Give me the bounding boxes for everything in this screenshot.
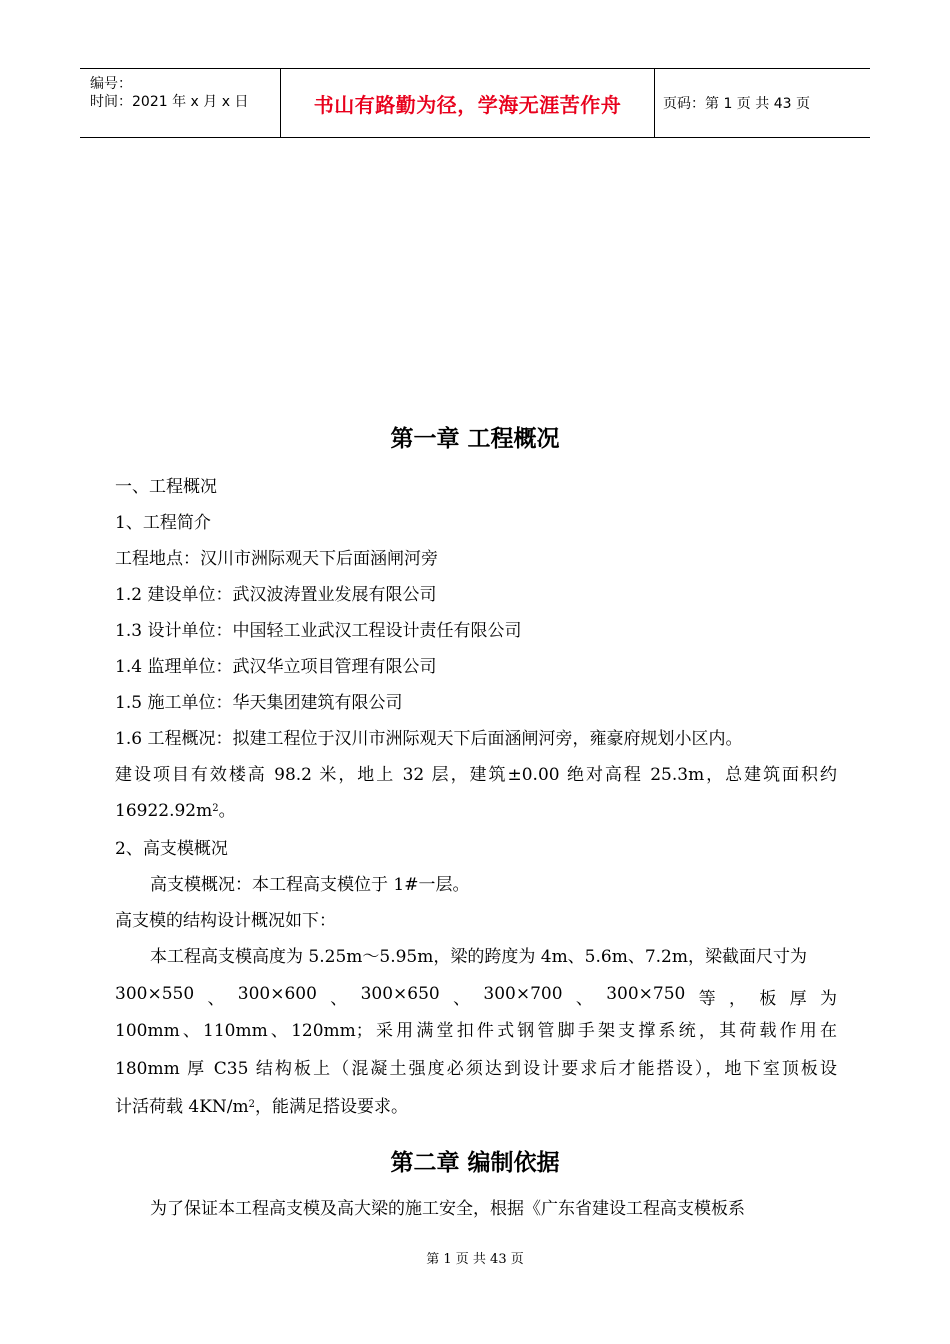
header-motto: 书山有路勤为径，学海无涯苦作舟 [313, 92, 622, 117]
formwork-para-line2 [115, 984, 837, 1009]
formwork-design-intro: 高支模的结构设计概况如下： [115, 911, 336, 931]
item-project-overview-line1: 1.6 工程概况：拟建工程位于汉川市洲际观天下后面涵闸河旁，雍豪府规划小区内。 [115, 729, 743, 749]
separator: 、 [330, 989, 348, 1009]
load-superscript: 2 [248, 1099, 256, 1110]
word: 为 [819, 989, 837, 1009]
area-end: 。 [218, 801, 236, 821]
word: 板 [759, 989, 777, 1009]
document-date-label: 时间：2021 年 x 月 x 日 [90, 94, 249, 110]
page-footer: 第 1 页 共 43 页 [426, 1252, 524, 1267]
subsection-heading-intro: 1、工程简介 [115, 513, 211, 533]
item-design-unit: 1.3 设计单位：中国轻工业武汉工程设计责任有限公司 [115, 621, 522, 641]
project-location: 工程地点：汉川市洲际观天下后面涵闸河旁 [115, 549, 438, 569]
chapter2-title: 第二章 编制依据 [390, 1150, 560, 1176]
formwork-para-line4: 180mm 厚 C35 结构板上（混凝土强度必须达到设计要求后才能搭设），地下室顶板设 [115, 1059, 837, 1079]
item-project-overview-line3 [115, 800, 236, 822]
formwork-para-line1: 本工程高支模高度为 5.25m～5.95m，梁的跨度为 4m、5.6m、7.2m，梁截面尺寸为 [150, 947, 807, 967]
separator: 、 [207, 989, 225, 1009]
section-size-4: 300×700 [483, 984, 563, 1004]
formwork-para-line3: 100mm、110mm、120mm；采用满堂扣件式钢管脚手架支撑系统，其荷载作用在 [115, 1021, 837, 1041]
load-text: 计活荷载 4KN/m [115, 1097, 249, 1117]
section-size-3: 300×650 [360, 984, 440, 1004]
section-size-2: 300×600 [237, 984, 317, 1004]
header-motto-cell [281, 69, 655, 137]
chapter2-para-line1: 为了保证本工程高支模及高大梁的施工安全，根据《广东省建设工程高支模板系 [150, 1199, 745, 1219]
separator: ， [728, 989, 746, 1009]
section-size-1: 300×550 [115, 984, 195, 1004]
header-meta-cell [80, 69, 281, 137]
formwork-para-line5 [115, 1096, 408, 1118]
area-value: 16922.92m [115, 801, 213, 821]
section-heading-overview: 一、工程概况 [115, 477, 217, 497]
separator: 、 [453, 989, 471, 1009]
word: 等 [698, 989, 716, 1009]
load-text-end: ，能满足搭设要求。 [255, 1097, 409, 1117]
separator: 、 [575, 989, 593, 1009]
item-construction-unit: 1.2 建设单位：武汉波涛置业发展有限公司 [115, 585, 437, 605]
chapter1-title: 第一章 工程概况 [390, 426, 560, 452]
section-heading-formwork: 2、高支模概况 [115, 839, 228, 859]
section-size-5: 300×750 [606, 984, 686, 1004]
formwork-overview: 高支模概况：本工程高支模位于 1#一层。 [150, 875, 470, 895]
document-header [80, 68, 870, 138]
header-page-cell [655, 69, 870, 137]
word: 厚 [789, 989, 807, 1009]
item-supervision-unit: 1.4 监理单位：武汉华立项目管理有限公司 [115, 657, 437, 677]
area-superscript: 2 [212, 803, 219, 814]
item-project-overview-line2: 建设项目有效楼高 98.2 米，地上 32 层，建筑±0.00 绝对高程 25.3m，总建筑面积约 [115, 765, 837, 785]
item-builder-unit: 1.5 施工单位：华天集团建筑有限公司 [115, 693, 403, 713]
document-number-label: 编号： [90, 76, 132, 92]
header-page-label: 页码：第 1 页 共 43 页 [663, 96, 810, 112]
